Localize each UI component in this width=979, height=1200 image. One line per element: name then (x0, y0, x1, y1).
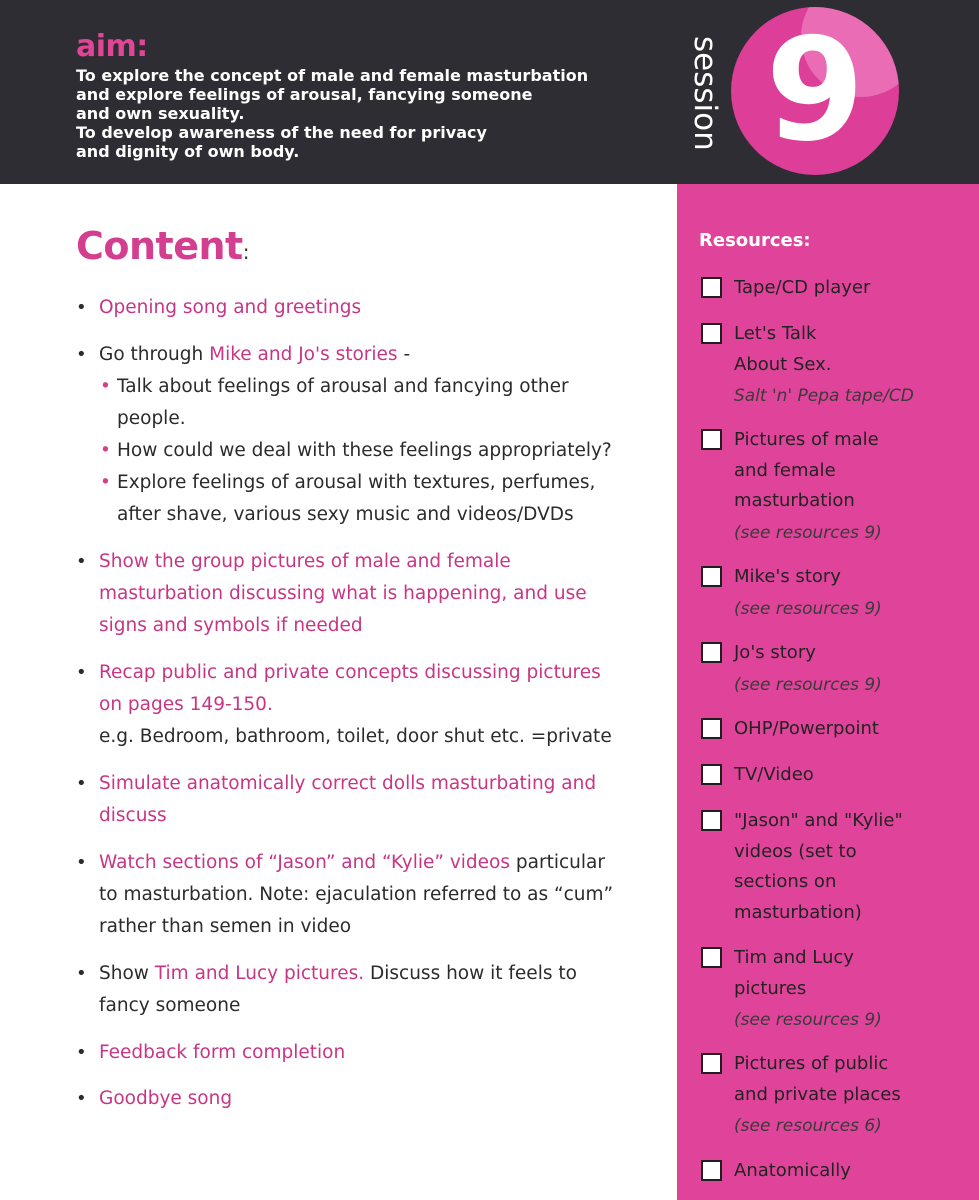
sub-item-continuation (99, 499, 656, 531)
bullet: • (76, 1042, 87, 1063)
resource-note: (see resources 9) (734, 522, 882, 543)
session-word: session (687, 36, 723, 151)
resource-checkbox[interactable] (701, 566, 722, 587)
aim-line: To explore the concept of male and female masturbation (76, 66, 589, 85)
bullet: • (76, 773, 87, 794)
item-text: Discuss how it feels to (364, 963, 577, 984)
item-text: Recap public and private concepts discussing pictures (99, 662, 601, 683)
resource-label: Anatomically (734, 1160, 851, 1181)
sub-item-text: How could we deal with these feelings appropriately? (117, 440, 612, 461)
item-text: Go through (99, 344, 210, 365)
item-text: Simulate anatomically correct dolls masturbating and (99, 773, 597, 794)
sub-item (99, 435, 656, 467)
bullet: • (76, 1088, 87, 1109)
resource-checkbox[interactable] (701, 810, 722, 831)
resource-note: (see resources 9) (734, 598, 882, 619)
session-label (684, 36, 724, 151)
resource-label: and female (734, 459, 836, 481)
sub-item-text: people. (117, 408, 186, 429)
sub-item-text: Talk about feelings of arousal and fancying other (117, 376, 569, 397)
resource-label: videos (set to (734, 840, 857, 862)
sub-bullet: • (100, 440, 111, 461)
sub-item-text: Explore feelings of arousal with textures, perfumes, (117, 472, 596, 493)
item-text: masturbation discussing what is happening, and use (99, 583, 587, 604)
item-text: Opening song and greetings (99, 297, 362, 318)
resource-label: Tape/CD player (734, 277, 871, 298)
session-number-badge (731, 7, 899, 175)
bullet: • (76, 662, 87, 683)
resource-note: Salt 'n' Pepa tape/CD (734, 386, 914, 406)
aim-line: and explore feelings of arousal, fancying someone (76, 85, 533, 104)
item-text: discuss (99, 805, 167, 826)
item-text: Show (99, 963, 155, 984)
item-text: rather than semen in video (99, 916, 352, 937)
resource-label: Jo's story (734, 642, 816, 663)
sub-item (99, 371, 656, 403)
resource-label: masturbation) (734, 901, 862, 923)
bullet: • (76, 963, 87, 984)
item-text: particular (510, 852, 605, 873)
session-number: 9 (765, 8, 865, 173)
resource-note: (see resources 9) (734, 1010, 882, 1030)
resource-checkbox[interactable] (701, 764, 722, 785)
resource-checkbox[interactable] (701, 1160, 722, 1181)
item-text: on pages 149-150. (99, 694, 273, 715)
resource-note: (see resources 6) (734, 1116, 882, 1136)
resource-label: sections on (734, 871, 837, 892)
sub-item-continuation (99, 403, 656, 435)
sub-item-text: after shave, various sexy music and videos/DVDs (117, 504, 574, 525)
item-text: Feedback form completion (99, 1042, 346, 1063)
aim-text (76, 66, 676, 161)
resource-note: (see resources 9) (734, 674, 882, 695)
item-text: fancy someone (99, 995, 241, 1016)
aim-line: To develop awareness of the need for privacy (76, 123, 487, 142)
resource-label: pictures (734, 977, 807, 999)
resource-label: OHP/Powerpoint (734, 718, 879, 739)
sub-bullet: • (100, 472, 111, 493)
content-title-colon: : (242, 240, 250, 264)
resource-label: and private places (734, 1083, 901, 1105)
item-text: to masturbation. Note: ejaculation referred to as “cum” (99, 884, 614, 905)
resources-sidebar (677, 184, 979, 1200)
bullet: • (76, 852, 87, 873)
resource-label: About Sex. (734, 353, 832, 375)
resource-label: Let's Talk (734, 323, 817, 344)
content-heading (76, 224, 249, 268)
resource-checkbox[interactable] (701, 718, 722, 739)
resource-checkbox[interactable] (701, 323, 722, 344)
resource-label: "Jason" and "Kylie" (734, 810, 903, 831)
item-text: - (397, 344, 411, 365)
resource-label: masturbation (734, 490, 855, 511)
resource-checkbox[interactable] (701, 1053, 722, 1074)
bullet: • (76, 551, 87, 572)
bullet: • (76, 344, 87, 365)
aim-line: and dignity of own body. (76, 142, 300, 161)
resource-label: Tim and Lucy (734, 947, 854, 968)
aim-label: aim: (76, 29, 148, 64)
resource-checkbox[interactable] (701, 277, 722, 298)
item-link-text: Mike and Jo's stories (209, 344, 398, 365)
item-text: Show the group pictures of male and female (99, 551, 511, 572)
sub-bullet: • (100, 376, 111, 397)
resource-checkbox[interactable] (701, 947, 722, 968)
item-link-text: Watch sections of “Jason” and “Kylie” videos (99, 852, 511, 873)
item-text: Goodbye song (99, 1088, 233, 1109)
item-text: e.g. Bedroom, bathroom, toilet, door shut etc. =private (99, 726, 612, 747)
resource-label: Pictures of male (734, 429, 879, 450)
session-header (0, 0, 979, 184)
item-text: signs and symbols if needed (99, 615, 363, 636)
resources-title: Resources: (699, 230, 811, 251)
resource-label: Pictures of public (734, 1053, 889, 1074)
resource-label: TV/Video (734, 764, 814, 785)
resource-checkbox[interactable] (701, 429, 722, 450)
item-link-text: Tim and Lucy pictures. (154, 963, 365, 984)
resource-label: Mike's story (734, 566, 841, 587)
content-title: Content (76, 224, 243, 268)
sub-item (99, 467, 656, 499)
resource-checkbox[interactable] (701, 642, 722, 663)
aim-line: and own sexuality. (76, 104, 245, 123)
bullet: • (76, 297, 87, 318)
